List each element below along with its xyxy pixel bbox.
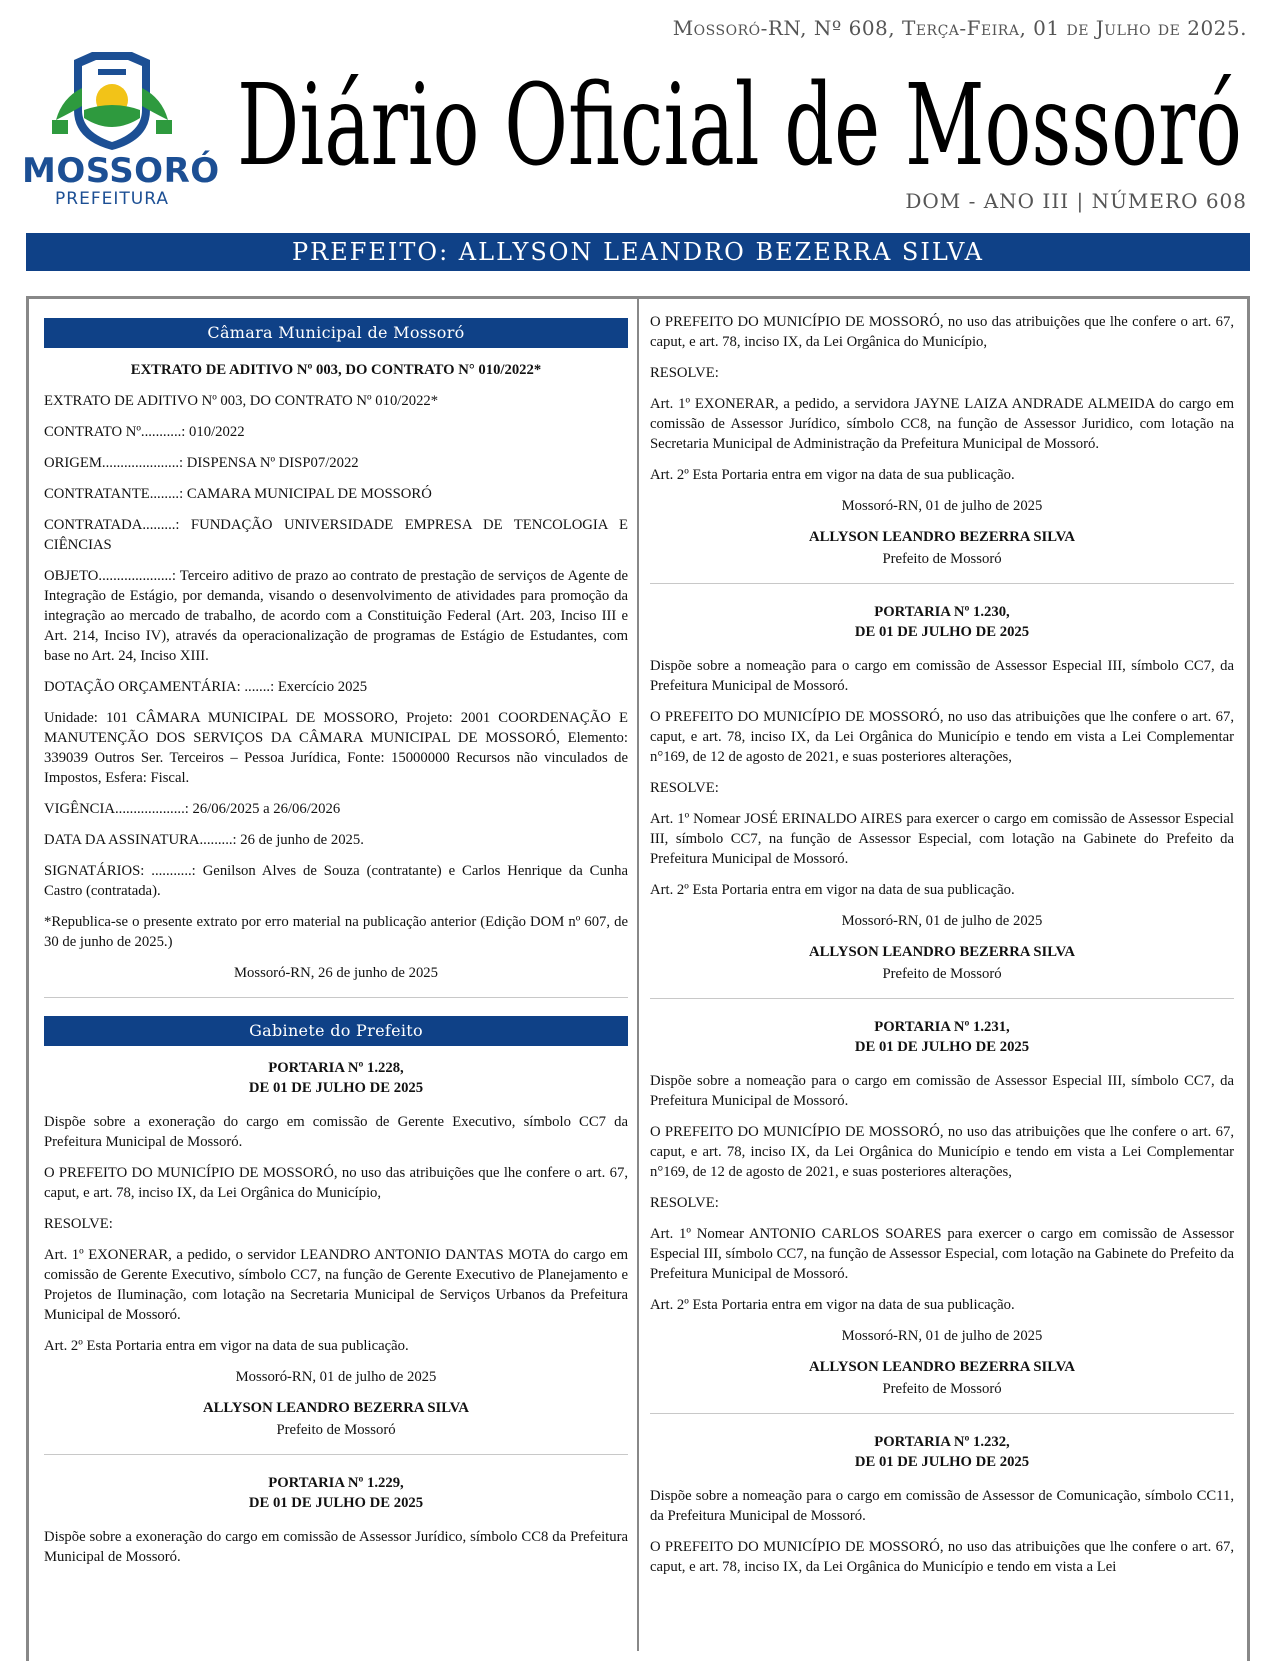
portaria-1228-art1: Art. 1º EXONERAR, a pedido, o servidor LEANDRO ANTONIO DANTAS MOTA do cargo em comissão de Gerente Executivo, símbolo CC7, na função de Gerente Executivo de Planejamento e Projetos de Iluminação, com lotação na Secretaria Municipal de Serviços Urbanos da Prefeitura Municipal de Mossoró. bbox=[44, 1247, 628, 1323]
extrato-vigencia: VIGÊNCIA...................: 26/06/2025 a 26/06/2026 bbox=[44, 801, 341, 817]
portaria-1232-title bbox=[650, 1432, 1234, 1472]
mayor-banner: PREFEITO: ALLYSON LEANDRO BEZERRA SILVA bbox=[26, 233, 1250, 271]
extrato-local: Mossoró-RN, 26 de junho de 2025 bbox=[234, 965, 438, 981]
portaria-1228-resolve: RESOLVE: bbox=[44, 1216, 113, 1232]
portaria-1228-number: PORTARIA Nº 1.228, bbox=[268, 1060, 404, 1076]
portaria-1229-signature-name: ALLYSON LEANDRO BEZERRA SILVA bbox=[809, 529, 1075, 545]
extrato-objeto: OBJETO....................: Terceiro aditivo de prazo ao contrato de prestação de serviços de Agente de Integração de Estágio, por demanda, visando o desenvolvimento de atividades para promoção da integração ao mercado de trabalho, de acordo com a Constituição Federal (Art. 203, Inciso III e Art. 214, Inciso IV), através da operacionalização de programas de Estágio de Estudantes, com base no Art. 24, Inciso XIII. bbox=[44, 568, 628, 664]
extrato-unidade: Unidade: 101 CÂMARA MUNICIPAL DE MOSSORO, Projeto: 2001 COORDENAÇÃO E MANUTENÇÃO DOS SERVIÇOS DA CÂMARA MUNICIPAL DE MOSSORÓ, Elemento: 339039 Outros Ser. Terceiros – Pessoa Jurídica, Fonte: 15000000 Recursos não vinculados de Impostos, Esfera: Fiscal. bbox=[44, 710, 628, 786]
portaria-1231-art1: Art. 1º Nomear ANTONIO CARLOS SOARES para exercer o cargo em comissão de Assessor Especial III, símbolo CC7, na função de Assessor Especial, com lotação na Gabinete do Prefeito da Prefeitura Municipal de Mossoró. bbox=[650, 1226, 1234, 1282]
portaria-1230-signature-role: Prefeito de Mossoró bbox=[882, 966, 1002, 982]
portaria-1228-signature-role: Prefeito de Mossoró bbox=[276, 1422, 396, 1438]
portaria-1230-title bbox=[650, 602, 1234, 642]
portaria-1230-number: PORTARIA Nº 1.230, bbox=[874, 604, 1010, 620]
right-column bbox=[650, 312, 1234, 1588]
portaria-1229-title bbox=[44, 1473, 628, 1513]
portaria-1229-ementa: Dispõe sobre a exoneração do cargo em comissão de Assessor Jurídico, símbolo CC8 da Prefeitura Municipal de Mossoró. bbox=[44, 1529, 628, 1565]
coat-of-arms-icon bbox=[22, 48, 202, 153]
separator bbox=[44, 1454, 628, 1455]
portaria-1232-preambulo: O PREFEITO DO MUNICÍPIO DE MOSSORÓ, no uso das atribuições que lhe confere o art. 67, caput, e art. 78, inciso IX, da Lei Orgânica do Município e tendo em vista a Lei bbox=[650, 1539, 1234, 1575]
portaria-1230-preambulo: O PREFEITO DO MUNICÍPIO DE MOSSORÓ, no uso das atribuições que lhe confere o art. 67, caput, e art. 78, inciso IX, da Lei Orgânica do Município e tendo em vista a Lei Complementar n°169, de 12 de agosto de 2021, e suas posteriores alterações, bbox=[650, 709, 1234, 765]
extrato-contrato: CONTRATO Nº...........: 010/2022 bbox=[44, 424, 245, 440]
column-divider bbox=[637, 296, 639, 1651]
separator bbox=[650, 1413, 1234, 1414]
portaria-1229-number: PORTARIA Nº 1.229, bbox=[268, 1475, 404, 1491]
extrato-data: DATA DA ASSINATURA.........: 26 de junho de 2025. bbox=[44, 832, 364, 848]
portaria-1230-ementa: Dispõe sobre a nomeação para o cargo em comissão de Assessor Especial III, símbolo CC7, da Prefeitura Municipal de Mossoró. bbox=[650, 658, 1234, 694]
portaria-1231-art2: Art. 2º Esta Portaria entra em vigor na data de sua publicação. bbox=[650, 1297, 1015, 1313]
portaria-1228-local: Mossoró-RN, 01 de julho de 2025 bbox=[235, 1369, 437, 1385]
portaria-1229-signature-role: Prefeito de Mossoró bbox=[882, 551, 1002, 567]
extrato-origem: ORIGEM.....................: DISPENSA Nº DISP07/2022 bbox=[44, 455, 359, 471]
portaria-1231-resolve: RESOLVE: bbox=[650, 1195, 719, 1211]
portaria-1229-resolve: RESOLVE: bbox=[650, 365, 719, 381]
prefeitura-logo bbox=[22, 48, 220, 209]
extrato-title: EXTRATO DE ADITIVO Nº 003, DO CONTRATO N° 010/2022* bbox=[130, 362, 542, 378]
portaria-1230-art1: Art. 1º Nomear JOSÉ ERINALDO AIRES para exercer o cargo em comissão de Assessor Especial III, símbolo CC7, na função de Assessor Especial, com lotação na Gabinete do Prefeito da Prefeitura Municipal de Mossoró. bbox=[650, 811, 1234, 867]
portaria-1230-local: Mossoró-RN, 01 de julho de 2025 bbox=[841, 913, 1043, 929]
portaria-1228-ementa: Dispõe sobre a exoneração do cargo em comissão de Gerente Executivo, símbolo CC7 da Prefeitura Municipal de Mossoró. bbox=[44, 1114, 628, 1150]
extrato-signatarios: SIGNATÁRIOS: ...........: Genilson Alves de Souza (contratante) e Carlos Henrique da Cunha Castro (contratada). bbox=[44, 863, 628, 899]
logo-subtitle: PREFEITURA bbox=[55, 189, 169, 209]
portaria-1229-preambulo: O PREFEITO DO MUNICÍPIO DE MOSSORÓ, no uso das atribuições que lhe confere o art. 67, caput, e art. 78, inciso IX, da Lei Orgânica do Município, bbox=[650, 314, 1234, 350]
portaria-1230-resolve: RESOLVE: bbox=[650, 780, 719, 796]
extrato-dotacao: DOTAÇÃO ORÇAMENTÁRIA: .......: Exercício 2025 bbox=[44, 679, 368, 695]
extrato-line: EXTRATO DE ADITIVO Nº 003, DO CONTRATO Nº 010/2022* bbox=[44, 393, 439, 409]
portaria-1228-signature-name: ALLYSON LEANDRO BEZERRA SILVA bbox=[203, 1400, 469, 1416]
extrato-republica: *Republica-se o presente extrato por erro material na publicação anterior (Edição DOM nº 607, de 30 de junho de 2025.) bbox=[44, 914, 628, 950]
masthead-text: Diário Oficial de Mossoró bbox=[237, 61, 1242, 191]
left-column bbox=[44, 312, 628, 1578]
portaria-1228-art2: Art. 2º Esta Portaria entra em vigor na data de sua publicação. bbox=[44, 1338, 409, 1354]
portaria-1229-art1: Art. 1º EXONERAR, a pedido, a servidora JAYNE LAIZA ANDRADE ALMEIDA do cargo em comissão de Assessor Jurídico, símbolo CC8, na função de Assessor Juridico, com lotação na Secretaria Municipal de Administração da Prefeitura Municipal de Mossoró. bbox=[650, 396, 1234, 452]
portaria-1229-local: Mossoró-RN, 01 de julho de 2025 bbox=[841, 498, 1043, 514]
extrato-contratada: CONTRATADA.........: FUNDAÇÃO UNIVERSIDADE EMPRESA DE TENCOLOGIA E CIÊNCIAS bbox=[44, 517, 628, 553]
portaria-1231-signature-name: ALLYSON LEANDRO BEZERRA SILVA bbox=[809, 1359, 1075, 1375]
portaria-1232-ementa: Dispõe sobre a nomeação para o cargo em comissão de Assessor de Comunicação, símbolo CC11, da Prefeitura Municipal de Mossoró. bbox=[650, 1488, 1234, 1524]
logo-wordmark: MOSSORÓ bbox=[22, 151, 220, 191]
portaria-1231-date: DE 01 DE JULHO DE 2025 bbox=[854, 1039, 1030, 1055]
portaria-1229-art2: Art. 2º Esta Portaria entra em vigor na data de sua publicação. bbox=[650, 467, 1015, 483]
portaria-1231-number: PORTARIA Nº 1.231, bbox=[874, 1019, 1010, 1035]
portaria-1231-signature-role: Prefeito de Mossoró bbox=[882, 1381, 1002, 1397]
portaria-1228-date: DE 01 DE JULHO DE 2025 bbox=[248, 1080, 424, 1096]
portaria-1231-title bbox=[650, 1017, 1234, 1057]
issue-number: DOM - ANO III | NÚMERO 608 bbox=[905, 189, 1247, 213]
portaria-1230-art2: Art. 2º Esta Portaria entra em vigor na data de sua publicação. bbox=[650, 882, 1015, 898]
portaria-1232-number: PORTARIA Nº 1.232, bbox=[874, 1434, 1010, 1450]
section-header-camara: Câmara Municipal de Mossoró bbox=[44, 318, 628, 348]
section-header-gabinete: Gabinete do Prefeito bbox=[44, 1016, 628, 1046]
portaria-1229-date: DE 01 DE JULHO DE 2025 bbox=[248, 1495, 424, 1511]
portaria-1230-signature-name: ALLYSON LEANDRO BEZERRA SILVA bbox=[809, 944, 1075, 960]
separator bbox=[44, 997, 628, 998]
edition-date-line: Mossoró-RN, Nº 608, Terça-Feira, 01 de Julho de 2025. bbox=[672, 16, 1247, 40]
portaria-1231-local: Mossoró-RN, 01 de julho de 2025 bbox=[841, 1328, 1043, 1344]
portaria-1231-ementa: Dispõe sobre a nomeação para o cargo em comissão de Assessor Especial III, símbolo CC7, da Prefeitura Municipal de Mossoró. bbox=[650, 1073, 1234, 1109]
portaria-1231-preambulo: O PREFEITO DO MUNICÍPIO DE MOSSORÓ, no uso das atribuições que lhe confere o art. 67, caput, e art. 78, inciso IX, da Lei Orgânica do Município e tendo em vista a Lei Complementar n°169, de 12 de agosto de 2021, e suas posteriores alterações, bbox=[650, 1124, 1234, 1180]
portaria-1228-preambulo: O PREFEITO DO MUNICÍPIO DE MOSSORÓ, no uso das atribuições que lhe confere o art. 67, caput, e art. 78, inciso IX, da Lei Orgânica do Município, bbox=[44, 1165, 628, 1201]
separator bbox=[650, 583, 1234, 584]
portaria-1228-title bbox=[44, 1058, 628, 1098]
extrato-contratante: CONTRATANTE........: CAMARA MUNICIPAL DE MOSSORÓ bbox=[44, 486, 432, 502]
masthead-title bbox=[232, 32, 1252, 202]
portaria-1230-date: DE 01 DE JULHO DE 2025 bbox=[854, 624, 1030, 640]
separator bbox=[650, 998, 1234, 999]
portaria-1232-date: DE 01 DE JULHO DE 2025 bbox=[854, 1454, 1030, 1470]
